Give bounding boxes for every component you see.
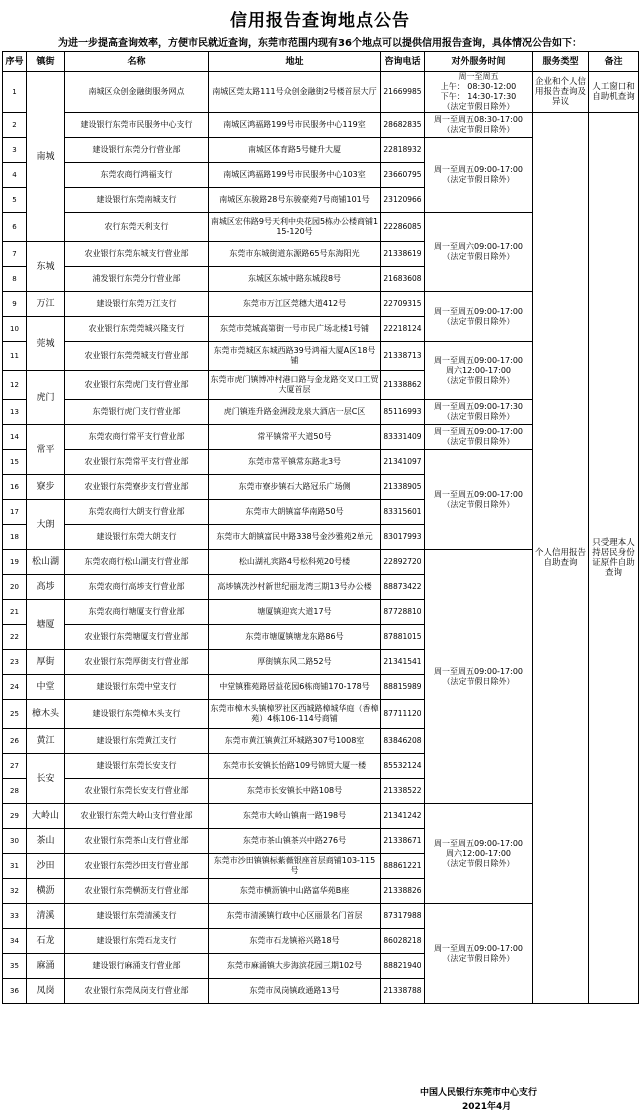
branch-address: 东莞市虎门镇博冲村港口路与金龙路交叉口工贸大厦首层: [209, 371, 381, 400]
branch-phone: 22218124: [381, 317, 425, 342]
row-number: 36: [3, 979, 27, 1004]
branch-phone: 21683608: [381, 267, 425, 292]
service-hours-line: （法定节假日除外）: [442, 252, 515, 261]
locations-table: [2, 51, 639, 1004]
note-cell: 人工窗口和自助机查询: [589, 72, 639, 113]
service-hours-line: （法定节假日除外）: [442, 953, 515, 963]
branch-phone: 83315601: [381, 500, 425, 525]
table-row: [3, 113, 639, 138]
row-number: 18: [3, 525, 27, 550]
branch-address: 东莞市万江区莞穗大道412号: [209, 292, 381, 317]
service-hours-line: （法定节假日除外）: [442, 676, 515, 686]
branch-name: 东莞农商行塘厦支行营业部: [65, 600, 209, 625]
table-row: [3, 72, 639, 113]
town-cell: 长安: [27, 754, 65, 804]
branch-phone: 83331409: [381, 425, 425, 450]
branch-address: 松山湖礼宾路4号松科苑20号楼: [209, 550, 381, 575]
branch-phone: 21669985: [381, 72, 425, 113]
branch-address: 南城区东骏路28号东骏豪苑7号商铺101号: [209, 188, 381, 213]
branch-address: 东莞市大岭山镇南一路198号: [209, 804, 381, 829]
town-cell: 高埗: [27, 575, 65, 600]
table-body: [3, 72, 639, 1004]
row-number: 35: [3, 954, 27, 979]
branch-name: 建设银行麻涌支行营业部: [65, 954, 209, 979]
branch-address: 东莞市清溪镇行政中心区丽景名门首层: [209, 904, 381, 929]
town-cell: 万江: [27, 292, 65, 317]
service-hours-line: 周一至周六09:00-17:00: [434, 242, 523, 251]
row-number: 28: [3, 779, 27, 804]
town-cell: 松山湖: [27, 550, 65, 575]
service-hours-line: （法定节假日除外）: [442, 102, 515, 111]
town-cell: 凤岗: [27, 979, 65, 1004]
row-number: 20: [3, 575, 27, 600]
page-title: 信用报告查询地点公告: [230, 11, 410, 31]
branch-phone: 23660795: [381, 163, 425, 188]
service-hours-line: （法定节假日除外）: [442, 375, 515, 385]
branch-name: 建设银行东莞樟木头支行: [65, 700, 209, 729]
footer-organization: 中国人民银行东莞市中心支行: [420, 1088, 538, 1098]
branch-address: 南城区鸿福路199号市民服务中心119室: [209, 113, 381, 138]
branch-name: 建设银行东莞中堂支行: [65, 675, 209, 700]
service-hours-line: 周一至周五09:00-17:00: [434, 165, 523, 174]
branch-name: 农业银行东莞横沥支行营业部: [65, 879, 209, 904]
branch-name: 农行东莞天利支行: [65, 213, 209, 242]
branch-phone: 88815989: [381, 675, 425, 700]
branch-address: 东莞市寮步镇石大路冠乐广场侧: [209, 475, 381, 500]
town-cell: 大朗: [27, 500, 65, 550]
branch-name: 东莞农商行鸿福支行: [65, 163, 209, 188]
branch-phone: 86028218: [381, 929, 425, 954]
service-hours-cell: [425, 113, 533, 138]
branch-address: 高埗镇冼沙村新世纪丽龙湾三期13号办公楼: [209, 575, 381, 600]
branch-phone: 21338905: [381, 475, 425, 500]
service-hours-line: （法定节假日除外）: [442, 858, 515, 868]
branch-address: 中堂镇雅苑路居益花园6栋商铺170-178号: [209, 675, 381, 700]
service-hours-line: 周一至周五09:00-17:00: [434, 943, 523, 953]
row-number: 1: [3, 72, 27, 113]
service-hours-cell: [425, 400, 533, 425]
branch-phone: 21338826: [381, 879, 425, 904]
town-cell: 清溪: [27, 904, 65, 929]
branch-name: 建设银行东莞清溪支行: [65, 904, 209, 929]
note-cell: 只受理本人持居民身份证原件自助查询: [589, 113, 639, 1004]
row-number: 25: [3, 700, 27, 729]
service-type-cell: 个人信用报告自助查询: [533, 113, 589, 1004]
town-cell: 麻涌: [27, 954, 65, 979]
town-cell: 大岭山: [27, 804, 65, 829]
row-number: 12: [3, 371, 27, 400]
row-number: 31: [3, 854, 27, 879]
branch-address: 东城区东城中路东城段8号: [209, 267, 381, 292]
branch-phone: 21338713: [381, 342, 425, 371]
service-hours-cell: [425, 904, 533, 1004]
town-cell: 寮步: [27, 475, 65, 500]
service-hours-line: 周六12:00-17:00: [446, 365, 511, 375]
table-header-row: [3, 52, 639, 72]
intro-text: 为进一步提高查询效率，方便市民就近查询，东莞市范围内现有36个地点可以提供信用报告查询，具体情况公告如下：: [58, 38, 582, 49]
branch-name: 农业银行东莞寮步支行营业部: [65, 475, 209, 500]
service-hours-cell: [425, 450, 533, 550]
branch-address: 东莞市长安镇长怡路109号锦贸大厦一楼: [209, 754, 381, 779]
row-number: 3: [3, 138, 27, 163]
branch-name: 建设银行东莞南城支行: [65, 188, 209, 213]
branch-address: 东莞市石龙镇裕兴路18号: [209, 929, 381, 954]
branch-name: 浦发银行东莞分行营业部: [65, 267, 209, 292]
header-note: 备注: [589, 52, 639, 72]
row-number: 32: [3, 879, 27, 904]
branch-address: 南城区体育路5号健升大厦: [209, 138, 381, 163]
branch-name: 农业银行东莞凤岗支行营业部: [65, 979, 209, 1004]
town-cell: 莞城: [27, 317, 65, 371]
branch-phone: 88821940: [381, 954, 425, 979]
branch-address: 东莞市茶山镇茶兴中路276号: [209, 829, 381, 854]
branch-phone: 85116993: [381, 400, 425, 425]
branch-name: 建设银行东莞大朗支行: [65, 525, 209, 550]
branch-name: 农业银行东莞茶山支行营业部: [65, 829, 209, 854]
branch-name: 农业银行东莞虎门支行营业部: [65, 371, 209, 400]
town-cell: 黄江: [27, 729, 65, 754]
branch-phone: 22286085: [381, 213, 425, 242]
town-cell: 虎门: [27, 371, 65, 425]
branch-name: 东莞农商行常平支行营业部: [65, 425, 209, 450]
row-number: 4: [3, 163, 27, 188]
branch-phone: 88873422: [381, 575, 425, 600]
branch-phone: 22709315: [381, 292, 425, 317]
service-hours-line: （法定节假日除外）: [442, 316, 515, 326]
branch-phone: 21338671: [381, 829, 425, 854]
branch-name: 农业银行东莞长安支行营业部: [65, 779, 209, 804]
service-hours-line: 周一至周五09:00-17:00: [434, 838, 523, 848]
branch-address: 东莞市樟木头镇樟罗社区西城路樟城华庭（香樟苑）4栋106-114号商铺: [209, 700, 381, 729]
branch-name: 农业银行东莞大岭山支行营业部: [65, 804, 209, 829]
branch-address: 东莞市大朗镇富华南路50号: [209, 500, 381, 525]
header-address: 地址: [209, 52, 381, 72]
branch-name: 建设银行东莞市民服务中心支行: [65, 113, 209, 138]
service-hours-line: （法定节假日除外）: [442, 125, 515, 134]
branch-name: 建设银行东莞石龙支行: [65, 929, 209, 954]
town-cell: 横沥: [27, 879, 65, 904]
town-cell: 茶山: [27, 829, 65, 854]
service-hours-cell: [425, 138, 533, 213]
row-number: 27: [3, 754, 27, 779]
row-number: 34: [3, 929, 27, 954]
row-number: 5: [3, 188, 27, 213]
header-service-type: 服务类型: [533, 52, 589, 72]
service-hours-line: 上午： 08:30-12:00: [440, 82, 517, 91]
branch-name: 东莞农商行大朗支行营业部: [65, 500, 209, 525]
row-number: 9: [3, 292, 27, 317]
branch-name: 农业银行东莞塘厦支行营业部: [65, 625, 209, 650]
branch-name: 农业银行东莞常平支行营业部: [65, 450, 209, 475]
header-town: 镇街: [27, 52, 65, 72]
branch-phone: 22892720: [381, 550, 425, 575]
town-cell: 樟木头: [27, 700, 65, 729]
row-number: 2: [3, 113, 27, 138]
branch-phone: 21338788: [381, 979, 425, 1004]
branch-name: 建设银行东莞黄江支行: [65, 729, 209, 754]
row-number: 22: [3, 625, 27, 650]
town-cell: 南城: [27, 72, 65, 242]
row-number: 21: [3, 600, 27, 625]
service-hours-line: 周一至周五09:00-17:00: [434, 306, 523, 316]
branch-address: 虎门镇连升路金洲段龙泉大酒店一层C区: [209, 400, 381, 425]
service-hours-line: （法定节假日除外）: [442, 412, 515, 421]
row-number: 15: [3, 450, 27, 475]
row-number: 16: [3, 475, 27, 500]
branch-name: 农业银行东莞莞城兴隆支行: [65, 317, 209, 342]
service-hours-line: 周一至周五09:00-17:00: [434, 427, 523, 436]
branch-address: 东莞市麻涌镇大步海滨花园三期102号: [209, 954, 381, 979]
branch-phone: 21338862: [381, 371, 425, 400]
branch-phone: 88861221: [381, 854, 425, 879]
service-hours-cell: [425, 425, 533, 450]
branch-address: 东莞市莞城区东城西路39号鸿福大厦A区18号铺: [209, 342, 381, 371]
branch-address: 东莞市沙田镇镇标紫薇银座首层商铺103-115号: [209, 854, 381, 879]
header-name: 名称: [65, 52, 209, 72]
branch-phone: 21341541: [381, 650, 425, 675]
branch-phone: 87317988: [381, 904, 425, 929]
row-number: 14: [3, 425, 27, 450]
branch-phone: 21341242: [381, 804, 425, 829]
row-number: 19: [3, 550, 27, 575]
row-number: 10: [3, 317, 27, 342]
service-hours-line: 周六12:00-17:00: [446, 848, 511, 858]
branch-address: 东莞市横沥镇中山路富华苑B座: [209, 879, 381, 904]
service-hours-line: 周一至周五: [458, 72, 499, 81]
branch-phone: 87728810: [381, 600, 425, 625]
header-hours: 对外服务时间: [425, 52, 533, 72]
row-number: 23: [3, 650, 27, 675]
branch-phone: 21338522: [381, 779, 425, 804]
service-hours-line: （法定节假日除外）: [442, 175, 515, 184]
service-hours-line: 下午： 14:30-17:30: [440, 92, 517, 101]
branch-phone: 87881015: [381, 625, 425, 650]
town-cell: 塘厦: [27, 600, 65, 650]
service-hours-line: 周一至周五08:30-17:00: [434, 115, 523, 124]
branch-name: 东莞农商行松山湖支行营业部: [65, 550, 209, 575]
branch-address: 东莞市长安镇长中路108号: [209, 779, 381, 804]
service-hours-cell: [425, 292, 533, 342]
branch-phone: 22818932: [381, 138, 425, 163]
town-cell: 中堂: [27, 675, 65, 700]
branch-address: 南城区莞太路111号众创金融街2号楼首层大厅: [209, 72, 381, 113]
branch-name: 农业银行东莞厚街支行营业部: [65, 650, 209, 675]
town-cell: 东城: [27, 242, 65, 292]
branch-phone: 87711120: [381, 700, 425, 729]
row-number: 13: [3, 400, 27, 425]
row-number: 11: [3, 342, 27, 371]
branch-name: 农业银行东莞沙田支行营业部: [65, 854, 209, 879]
branch-phone: 83846208: [381, 729, 425, 754]
row-number: 29: [3, 804, 27, 829]
branch-phone: 23120966: [381, 188, 425, 213]
branch-name: 建设银行东莞分行营业部: [65, 138, 209, 163]
branch-address: 厚街镇东风二路52号: [209, 650, 381, 675]
branch-name: 东莞银行虎门支行营业部: [65, 400, 209, 425]
row-number: 6: [3, 213, 27, 242]
branch-address: 东莞市东城街道东源路65号东海阳光: [209, 242, 381, 267]
service-hours-line: 周一至周五09:00-17:00: [434, 355, 523, 365]
row-number: 17: [3, 500, 27, 525]
town-cell: 厚街: [27, 650, 65, 675]
branch-address: 东莞市大朗镇富民中路338号金沙雅苑2单元: [209, 525, 381, 550]
service-hours-cell: [425, 550, 533, 804]
branch-phone: 21341097: [381, 450, 425, 475]
branch-address: 南城区宏伟路9号天利中央花园5栋办公楼商铺115-120号: [209, 213, 381, 242]
branch-address: 东莞市塘厦镇塘龙东路86号: [209, 625, 381, 650]
service-hours-cell: [425, 804, 533, 904]
branch-address: 东莞市莞城高第街一号市民广场北楼1号铺: [209, 317, 381, 342]
service-hours-line: （法定节假日除外）: [442, 437, 515, 446]
service-type-cell: 企业和个人信用报告查询及异议: [533, 72, 589, 113]
service-hours-cell: [425, 72, 533, 113]
header-seq: 序号: [3, 52, 27, 72]
branch-address: 东莞市常平镇常东路北3号: [209, 450, 381, 475]
branch-address: 东莞市凤岗镇政通路13号: [209, 979, 381, 1004]
service-hours-line: 周一至周五09:00-17:30: [434, 402, 523, 411]
branch-address: 南城区鸿福路199号市民服务中心103室: [209, 163, 381, 188]
branch-name: 建设银行东莞长安支行: [65, 754, 209, 779]
row-number: 24: [3, 675, 27, 700]
branch-phone: 21338619: [381, 242, 425, 267]
branch-address: 常平镇常平大道50号: [209, 425, 381, 450]
branch-name: 东莞农商行高埗支行营业部: [65, 575, 209, 600]
row-number: 33: [3, 904, 27, 929]
service-hours-cell: [425, 342, 533, 400]
footer-date: 2021年4月: [462, 1102, 512, 1112]
row-number: 7: [3, 242, 27, 267]
town-cell: 常平: [27, 425, 65, 475]
service-hours-cell: [425, 213, 533, 292]
branch-address: 东莞市黄江镇黄江环城路307号1008室: [209, 729, 381, 754]
row-number: 26: [3, 729, 27, 754]
header-phone: 咨询电话: [381, 52, 425, 72]
branch-name: 建设银行东莞万江支行: [65, 292, 209, 317]
branch-address: 塘厦镇迎宾大道17号: [209, 600, 381, 625]
town-cell: 沙田: [27, 854, 65, 879]
service-hours-line: （法定节假日除外）: [442, 499, 515, 509]
branch-name: 农业银行东莞东城支行营业部: [65, 242, 209, 267]
branch-phone: 85532124: [381, 754, 425, 779]
row-number: 8: [3, 267, 27, 292]
service-hours-line: 周一至周五09:00-17:00: [434, 489, 523, 499]
service-hours-line: 周一至周五09:00-17:00: [434, 666, 523, 676]
branch-name: 南城区众创金融街服务网点: [65, 72, 209, 113]
row-number: 30: [3, 829, 27, 854]
branch-name: 农业银行东莞莞城支行营业部: [65, 342, 209, 371]
branch-phone: 28682835: [381, 113, 425, 138]
branch-phone: 83017993: [381, 525, 425, 550]
town-cell: 石龙: [27, 929, 65, 954]
